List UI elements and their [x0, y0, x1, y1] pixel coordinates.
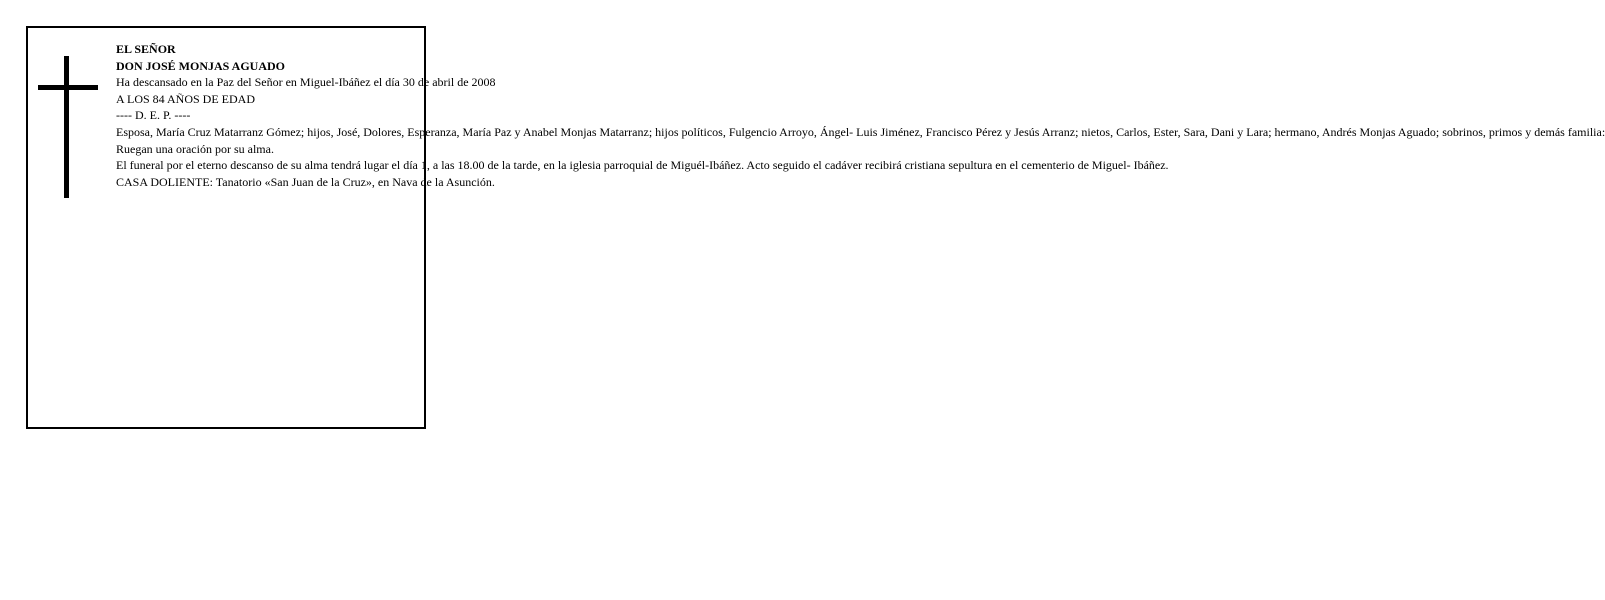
deceased-name: DON JOSÉ MONJAS AGUADO — [116, 58, 286, 73]
cross-vertical-bar — [64, 56, 69, 198]
notice-text — [116, 41, 1605, 190]
rip-line: ---- D. E. P. ---- — [116, 108, 191, 123]
death-statement: Ha descansado en la Paz del Señor en Miguel-Ibáñez el día 30 de abril de 2008 — [116, 75, 496, 90]
prayer-request: Ruegan una oración por su alma. — [116, 141, 274, 156]
obituary-notice — [26, 26, 1605, 429]
deceased-title: EL SEÑOR — [116, 42, 176, 56]
family-list: Esposa, María Cruz Matarranz Gómez; hijos, José, Dolores, Esperanza, María Paz y Anabel Monjas Matarranz; hijos políticos, Fulgencio Arroyo, Ángel- Luis Jiménez, Francisco Pérez y Jesús Arranz; nietos, Carlos, Ester, Sara, Dani y Lara; hermano, Andrés Monjas Aguado; sobrinos, primos y demás familia: — [116, 124, 1605, 139]
mourning-home: CASA DOLIENTE: Tanatorio «San Juan de la Cruz», en Nava de la Asunción. — [116, 174, 495, 189]
funeral-details: El funeral por el eterno descanso de su alma tendrá lugar el día 1, a las 18.00 de la tarde, en la iglesia parroquial de Miguél-Ibáñez. Acto seguido el cadáver recibirá cristiana sepultura en el cementerio de Miguel- Ibáñez. — [116, 158, 1169, 173]
age-statement: A LOS 84 AÑOS DE EDAD — [116, 91, 256, 106]
cross-horizontal-bar — [38, 85, 98, 90]
cross-icon — [38, 56, 98, 198]
